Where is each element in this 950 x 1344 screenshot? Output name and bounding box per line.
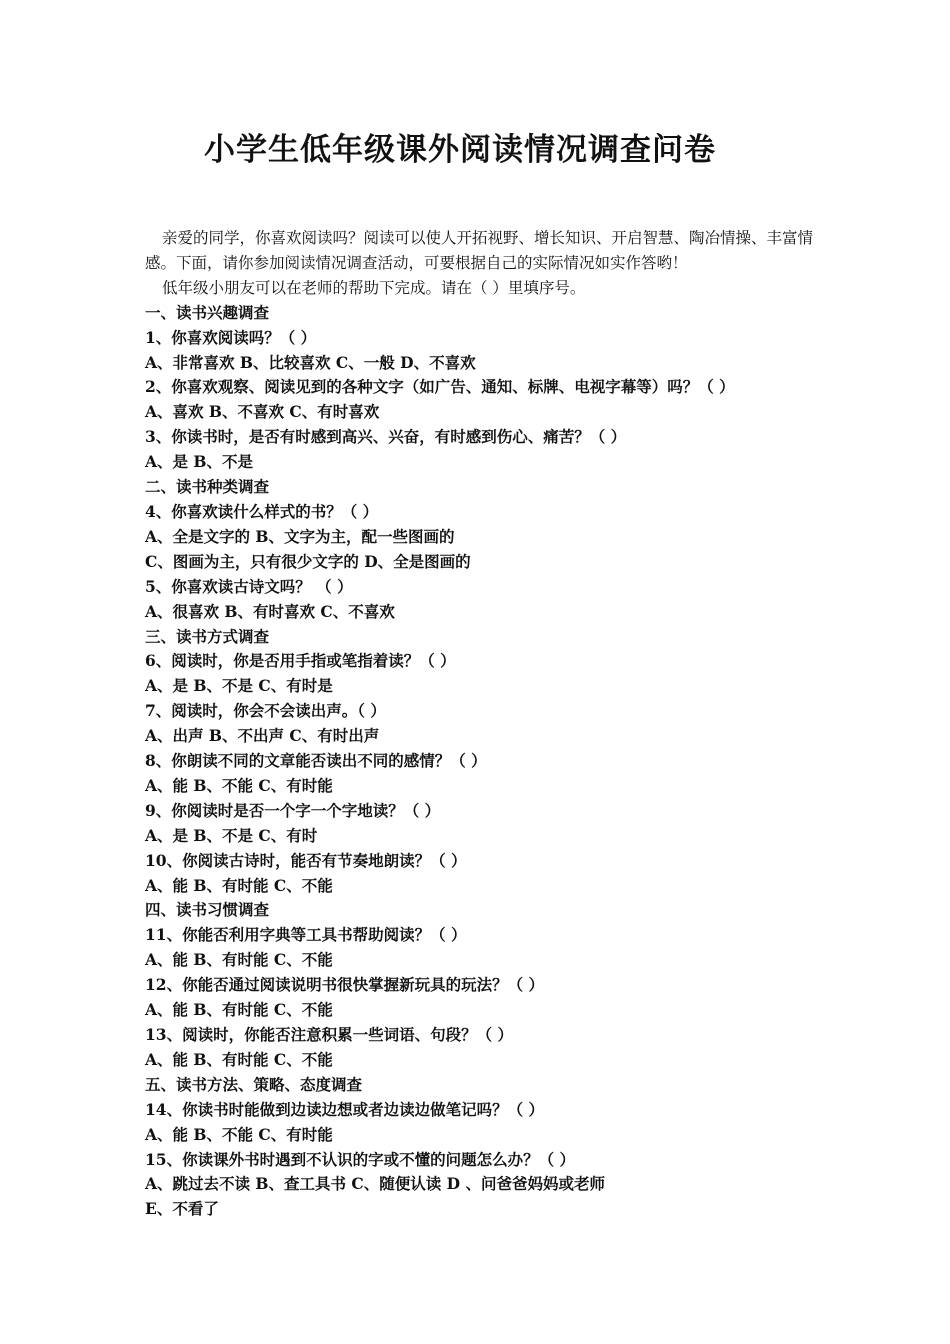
options-14: A、能 B、不能 C、有时能 — [145, 1124, 333, 1144]
options-11: A、能 B、有时能 C、不能 — [145, 950, 333, 970]
question-6: 6、阅读时，你是否用手指或笔指着读？（ ） — [145, 651, 456, 671]
question-12: 12、你能否通过阅读说明书很快掌握新玩具的玩法？（ ） — [145, 975, 544, 995]
options-2: A、喜欢 B、不喜欢 C、有时喜欢 — [145, 402, 380, 422]
question-7: 7、阅读时，你会不会读出声。（ ） — [145, 701, 386, 721]
options-15b: E、不看了 — [145, 1199, 219, 1219]
question-13: 13、阅读时，你能否注意积累一些词语、句段？（ ） — [145, 1025, 513, 1044]
options-12: A、能 B、有时能 C、不能 — [145, 1000, 333, 1020]
intro-instruction: 低年级小朋友可以在老师的帮助下完成。请在（ ）里填序号。 — [162, 278, 586, 297]
section-heading: 一、读书兴趣调查 — [145, 302, 270, 322]
options-3: A、是 B、不是 — [145, 452, 254, 472]
options-8: A、能 B、不能 C、有时能 — [145, 775, 333, 795]
options-7: A、出声 B、不出声 C、有时出声 — [145, 726, 380, 746]
options-1: A、非常喜欢 B、比较喜欢 C、一般 D、不喜欢 — [145, 352, 476, 372]
options-10: A、能 B、有时能 C、不能 — [145, 875, 333, 895]
options-9: A、是 B、不是 C、有时 — [145, 825, 318, 845]
question-11: 11、你能否利用字典等工具书帮助阅读？（ ） — [145, 925, 467, 945]
question-1: 1、你喜欢阅读吗？（ ） — [145, 327, 317, 347]
options-15a: A、跳过去不读 B、查工具书 C、随便认读 D 、问爸爸妈妈或老师 — [145, 1174, 605, 1194]
options-13: A、能 B、有时能 C、不能 — [145, 1049, 333, 1069]
options-4b: C、图画为主，只有很少文字的 D、全是图画的 — [145, 551, 471, 571]
section-heading: 四、读书习惯调查 — [145, 900, 270, 920]
question-5: 5、你喜欢读古诗文吗？ （ ） — [145, 576, 353, 596]
options-6: A、是 B、不是 C、有时是 — [145, 676, 333, 696]
question-8: 8、你朗读不同的文章能否读出不同的感情？（ ） — [145, 751, 487, 771]
question-15: 15、你读课外书时遇到不认识的字或不懂的问题怎么办？（ ） — [145, 1149, 575, 1169]
question-9: 9、你阅读时是否一个字一个字地读？（ ） — [145, 800, 441, 820]
question-10: 10、你阅读古诗时，能否有节奏地朗读？（ ） — [145, 850, 467, 870]
questionnaire-body — [145, 226, 815, 1222]
question-3: 3、你读书时，是否有时感到高兴、兴奋，有时感到伤心、痛苦？（ ） — [145, 427, 627, 447]
question-2: 2、你喜欢观察、阅读见到的各种文字（如广告、通知、标牌、电视字幕等）吗？（ ） — [145, 377, 735, 397]
options-4a: A、全是文字的 B、文字为主，配一些图画的 — [145, 526, 455, 546]
question-14: 14、你读书时能做到边读边想或者边读边做笔记吗？（ ） — [145, 1099, 544, 1119]
options-5: A、很喜欢 B、有时喜欢 C、不喜欢 — [145, 601, 395, 621]
page-title: 小学生低年级课外阅读情况调查问卷 — [204, 132, 716, 168]
question-4: 4、你喜欢读什么样式的书？（ ） — [145, 501, 379, 521]
intro-paragraph: 亲爱的同学，你喜欢阅读吗？阅读可以使人开拓视野、增长知识、开启智慧、陶冶情操、丰富情感。下面，请你参加阅读情况调查活动，可要根据自己的实际情况如实作答哟！ — [145, 229, 814, 272]
section-heading: 五、读书方法、策略、态度调查 — [145, 1074, 363, 1094]
section-heading: 二、读书种类调查 — [145, 477, 270, 497]
section-heading: 三、读书方式调查 — [145, 626, 270, 646]
